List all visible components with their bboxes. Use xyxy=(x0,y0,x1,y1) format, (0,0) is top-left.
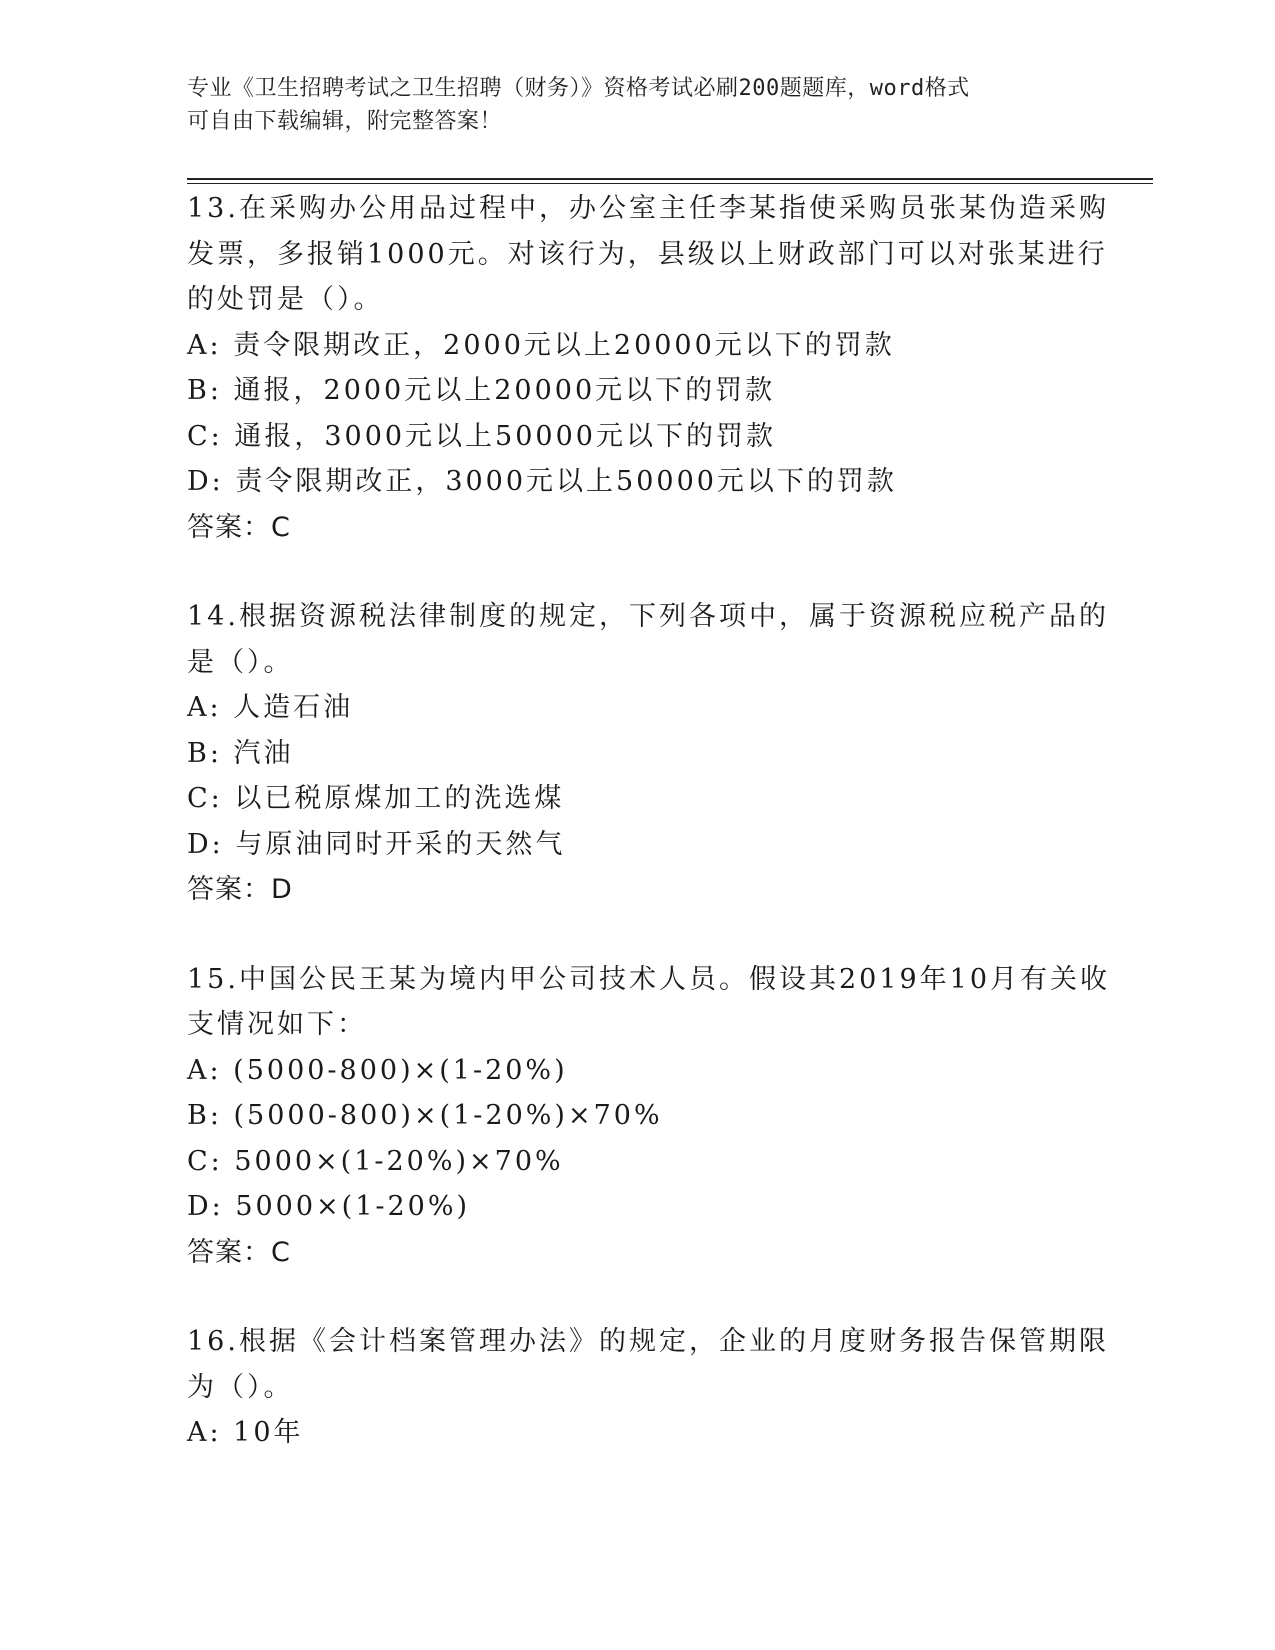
header-line-1: 专业《卫生招聘考试之卫生招聘（财务）》资格考试必刷200题题库，word格式 xyxy=(187,76,970,101)
question-list xyxy=(187,186,1111,1500)
option-b: B: 通报，2000元以上20000元以下的罚款 xyxy=(187,375,776,406)
header-divider-thin xyxy=(187,183,1153,184)
document-header xyxy=(187,72,1067,138)
option-d: D: 与原油同时开采的天然气 xyxy=(187,828,566,860)
option-a: A: (5000-800)×(1-20%) xyxy=(187,1054,568,1086)
question-stem-line: 为（）。 xyxy=(187,1371,294,1403)
question-stem-line: 16.根据《会计档案管理办法》的规定，企业的月度财务报告保管期限 xyxy=(187,1326,1109,1357)
question-stem-line: 15.中国公民王某为境内甲公司技术人员。假设其2019年10月有关收 xyxy=(187,963,1111,995)
answer-label: 答案：D xyxy=(187,874,293,905)
question-15 xyxy=(187,957,1111,1276)
answer-label: 答案：C xyxy=(187,511,291,543)
option-d: D: 5000×(1-20%) xyxy=(187,1191,471,1222)
question-stem-line: 支情况如下： xyxy=(187,1009,367,1040)
question-14 xyxy=(187,594,1109,913)
question-stem-line: 发票，多报销1000元。对该行为，县级以上财政部门可以对张某进行 xyxy=(187,238,1108,270)
question-stem-line: 14.根据资源税法律制度的规定，下列各项中，属于资源税应税产品的 xyxy=(187,601,1109,632)
option-b: B: (5000-800)×(1-20%)×70% xyxy=(187,1100,663,1131)
question-stem-line: 13.在采购办公用品过程中，办公室主任李某指使采购员张某伪造采购 xyxy=(187,193,1109,224)
option-d: D: 责令限期改正，3000元以上50000元以下的罚款 xyxy=(187,466,897,497)
option-a: A: 责令限期改正，2000元以上20000元以下的罚款 xyxy=(187,329,895,361)
header-divider-thick xyxy=(187,178,1153,180)
option-a: A: 10年 xyxy=(187,1417,304,1448)
question-13 xyxy=(187,186,1109,550)
answer-label: 答案：C xyxy=(187,1236,291,1268)
option-a: A: 人造石油 xyxy=(187,692,354,723)
question-stem-line: 的处罚是（）。 xyxy=(187,284,384,315)
option-c: C: 通报，3000元以上50000元以下的罚款 xyxy=(187,420,776,452)
option-b: B: 汽油 xyxy=(187,737,294,769)
option-c: C: 以已税原煤加工的洗选煤 xyxy=(187,783,565,814)
question-stem-line: 是（）。 xyxy=(187,646,294,678)
header-line-2: 可自由下载编辑，附完整答案！ xyxy=(187,109,503,134)
option-c: C: 5000×(1-20%)×70% xyxy=(187,1145,564,1177)
question-16 xyxy=(187,1319,1109,1456)
